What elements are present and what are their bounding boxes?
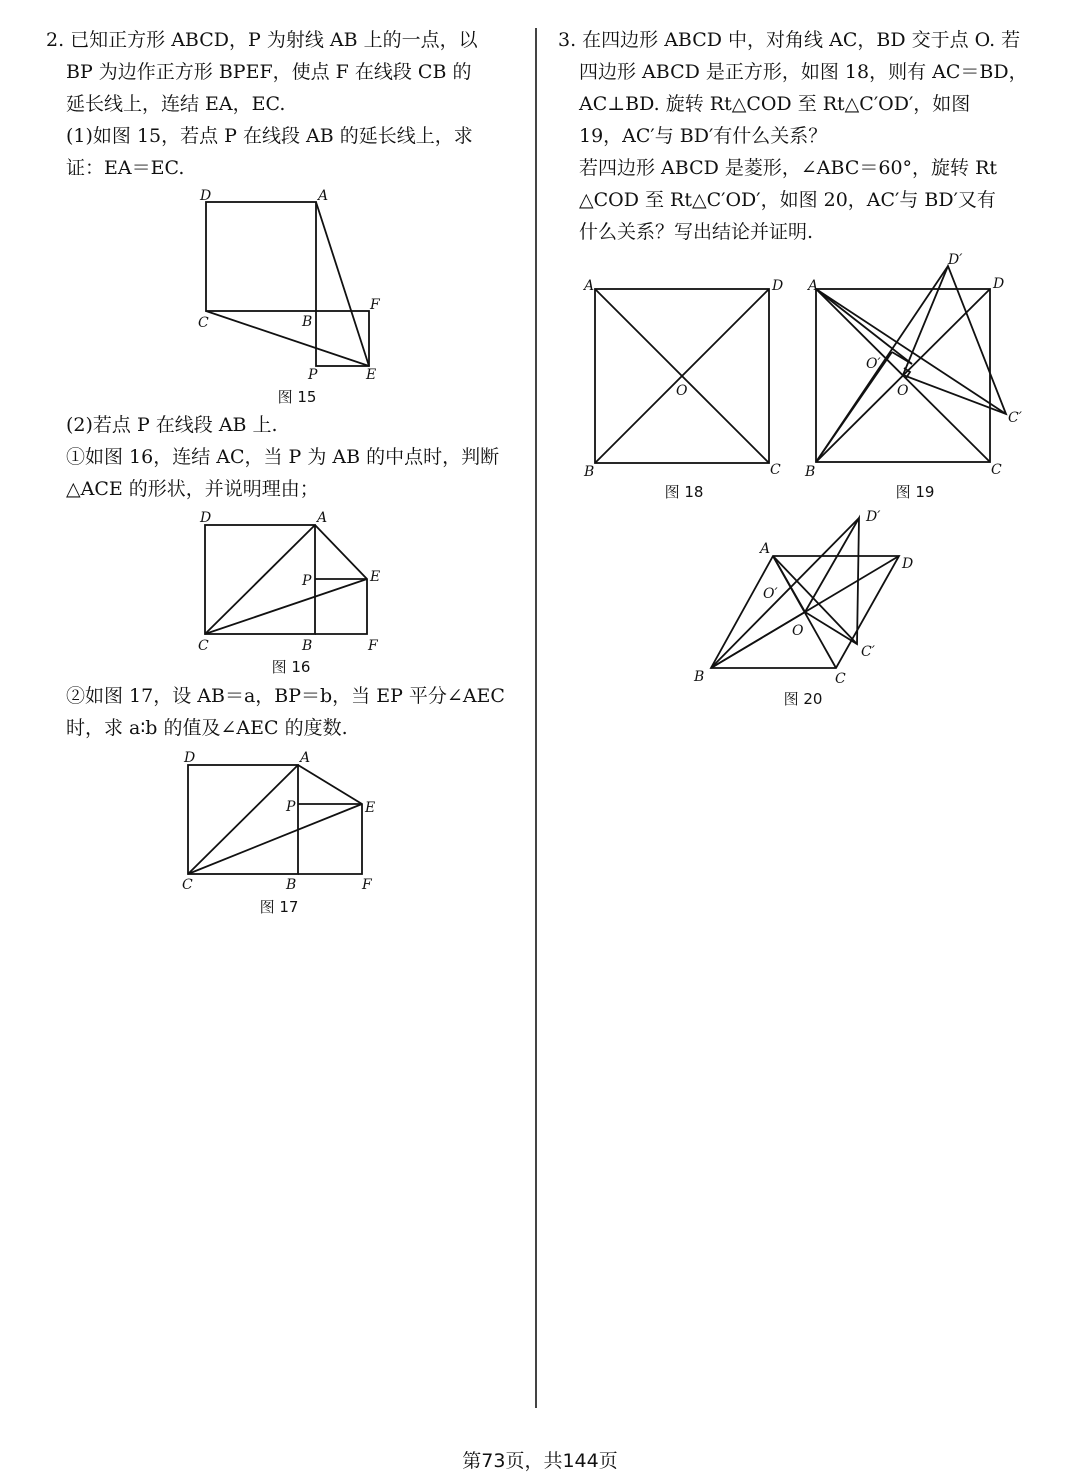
fig16-label-E: E: [370, 569, 381, 585]
problem-2-part2-line-2: ①如图 16，连结 AC，当 P 为 AB 的中点时，判断: [66, 446, 500, 468]
figure-17: [178, 745, 398, 895]
figure-16: [190, 505, 400, 655]
fig18-label-O: O: [676, 383, 688, 399]
problem-2-line-3: 延长线上，连结 EA，EC.: [66, 93, 286, 115]
problem-2-part3-line-1: ②如图 17，设 AB＝a，BP＝b，当 EP 平分∠AEC: [66, 685, 505, 707]
fig15-label-C: C: [198, 315, 209, 331]
fig18-label-D: D: [772, 278, 784, 294]
problem-2-part-2: [66, 409, 499, 505]
fig15-label-A: A: [318, 188, 329, 204]
page-number: 第73页，共144页: [462, 1450, 618, 1472]
fig16-label-D: D: [200, 510, 212, 526]
problem-2-part2-line-1: (2)若点 P 在线段 AB 上.: [66, 414, 278, 436]
fig20-label-Dp: D′: [866, 509, 881, 525]
figure-15-lines: [206, 202, 369, 366]
fig19-label-C: C: [991, 462, 1002, 478]
fig17-label-C: C: [182, 877, 193, 893]
figure-17-lines: [188, 765, 362, 874]
fig19-label-Cp: C′: [1008, 410, 1022, 426]
fig19-label-D: D: [993, 276, 1005, 292]
problem-2-line-5: 证：EA＝EC.: [66, 157, 185, 179]
problem-3-line-4: 19，AC′与 BD′有什么关系？: [579, 125, 828, 147]
fig16-label-F: F: [368, 638, 378, 654]
figure-19-lines: [816, 266, 1006, 462]
fig19-label-O: O: [897, 383, 909, 399]
problem-3-line-2: 四边形 ABCD 是正方形，如图 18，则有 AC＝BD，: [579, 61, 1028, 83]
figure-17-caption: 图 17: [259, 898, 299, 916]
fig15-label-D: D: [200, 188, 212, 204]
problem-3-line-6: △COD 至 Rt△C′OD′，如图 20，AC′与 BD′又有: [579, 189, 996, 211]
figure-20-caption: 图 20: [783, 690, 823, 708]
fig20-label-D: D: [902, 556, 914, 572]
column-divider: [535, 28, 537, 1408]
fig17-label-B: B: [286, 877, 297, 893]
fig19-label-B: B: [805, 464, 816, 480]
fig19-label-A: A: [808, 278, 819, 294]
figure-20: [690, 510, 915, 695]
fig15-label-E: E: [366, 367, 377, 383]
fig20-label-A: A: [760, 541, 771, 557]
figure-18: [580, 270, 790, 485]
fig20-label-Op: O′: [763, 586, 778, 602]
figure-19-caption: 图 19: [895, 483, 935, 501]
problem-2-line-1: 2. 已知正方形 ABCD，P 为射线 AB 上的一点，以: [46, 29, 478, 51]
problem-2-line-2: BP 为边作正方形 BPEF，使点 F 在线段 CB 的: [66, 61, 472, 83]
figure-16-caption: 图 16: [271, 658, 311, 676]
fig16-label-P: P: [302, 573, 312, 589]
fig20-label-C: C: [835, 671, 846, 687]
fig17-label-D: D: [184, 750, 196, 766]
figure-16-lines: [205, 525, 367, 634]
problem-2-part2-line-3: △ACE 的形状，并说明理由；: [66, 478, 319, 500]
problem-3-line-1: 3. 在四边形 ABCD 中，对角线 AC，BD 交于点 O. 若: [558, 29, 1021, 51]
problem-3-line-5: 若四边形 ABCD 是菱形，∠ABC＝60°，旋转 Rt: [579, 157, 998, 179]
figure-18-caption: 图 18: [664, 483, 704, 501]
fig16-label-A: A: [317, 510, 328, 526]
fig17-label-P: P: [286, 799, 296, 815]
fig16-label-C: C: [198, 638, 209, 654]
problem-3-line-7: 什么关系？写出结论并证明.: [579, 221, 814, 243]
figure-19: [800, 248, 1040, 483]
problem-3-line-3: AC⊥BD. 旋转 Rt△COD 至 Rt△C′OD′，如图: [579, 93, 971, 115]
fig18-label-C: C: [770, 462, 781, 478]
problem-2-part-3: [66, 680, 505, 744]
fig18-label-A: A: [584, 278, 595, 294]
fig15-label-P: P: [308, 367, 318, 383]
fig16-label-B: B: [302, 638, 313, 654]
fig17-label-E: E: [365, 800, 376, 816]
fig20-label-O: O: [792, 623, 804, 639]
fig18-label-B: B: [584, 464, 595, 480]
fig17-label-A: A: [300, 750, 311, 766]
fig19-label-Dp: D′: [948, 252, 963, 268]
problem-3-statement: [558, 24, 1028, 248]
problem-2-line-4: (1)如图 15，若点 P 在线段 AB 的延长线上，求: [66, 125, 473, 147]
problem-2-statement: [46, 24, 478, 184]
figure-18-lines: [595, 289, 769, 463]
fig15-label-B: B: [302, 314, 313, 330]
figure-15-caption: 图 15: [277, 388, 317, 406]
fig17-label-F: F: [362, 877, 372, 893]
problem-2-part3-line-2: 时，求 a∶b 的值及∠AEC 的度数.: [66, 717, 348, 739]
fig20-label-Cp: C′: [861, 644, 875, 660]
figure-15: [190, 185, 400, 385]
fig19-label-Op: O′: [866, 356, 881, 372]
fig20-label-B: B: [694, 669, 705, 685]
fig15-label-F: F: [370, 297, 380, 313]
